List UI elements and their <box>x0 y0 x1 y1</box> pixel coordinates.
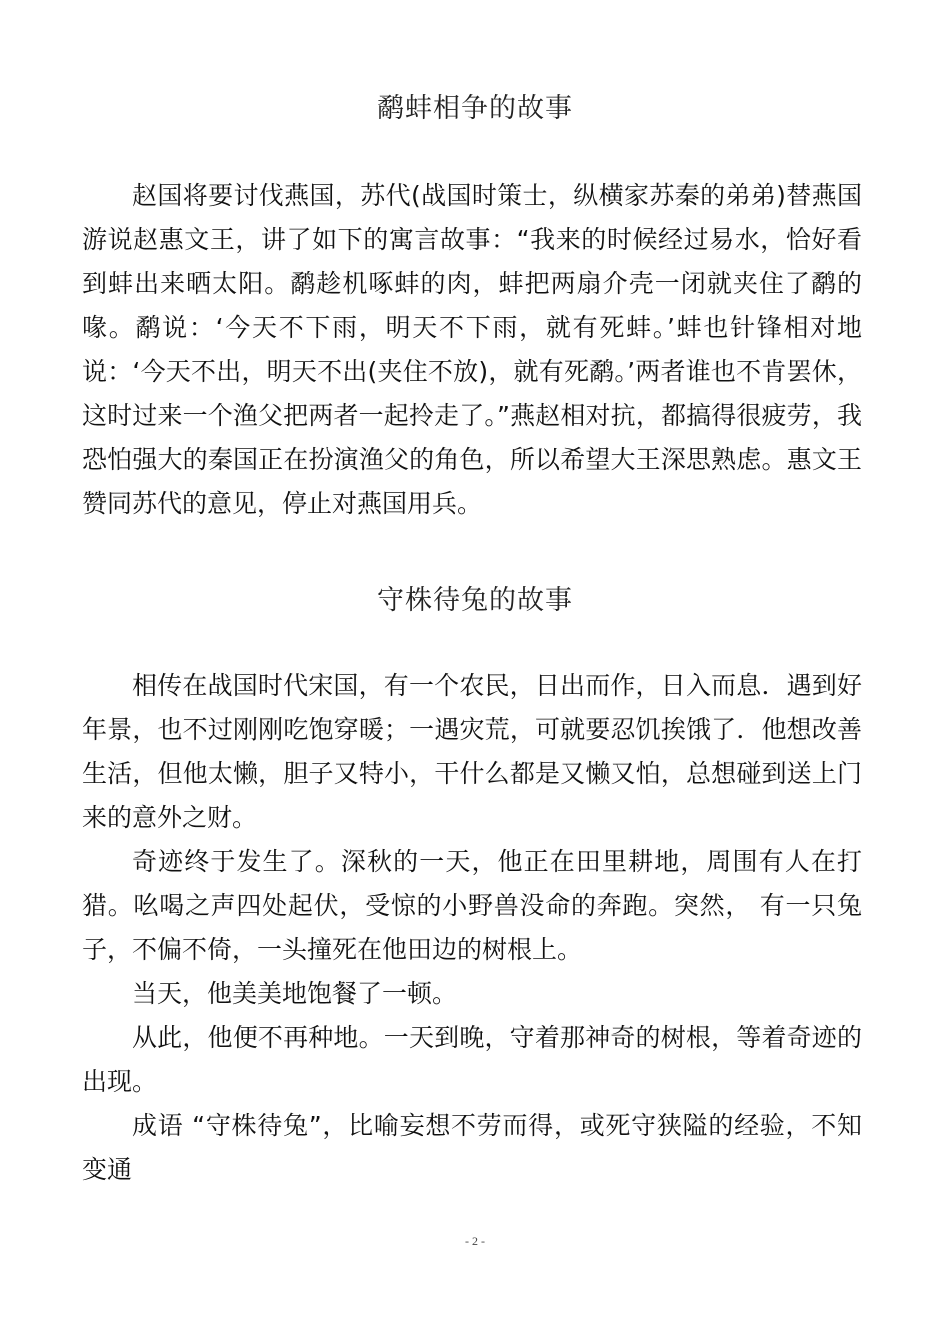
story-body-2 <box>82 664 862 1192</box>
page-number: - 2 - <box>465 1234 485 1248</box>
paragraph: 当天，他美美地饱餐了一顿。 <box>132 979 458 1008</box>
paragraph: 奇迹终于发生了。深秋的一天，他正在田里耕地，周围有人在打猎。吆喝之声四处起伏，受惊的小野兽没命的奔跑。突然， 有一只兔子，不偏不倚，一头撞死在他田边的树根上。 <box>82 847 862 964</box>
paragraph: 从此，他便不再种地。一天到晚，守着那神奇的树根，等着奇迹的出现。 <box>82 1023 862 1096</box>
paragraph: 成语 “守株待兔”，比喻妄想不劳而得，或死守狭隘的经验，不知变通 <box>82 1111 862 1184</box>
story-body-1 <box>82 174 862 526</box>
story-title-2: 守株待兔的故事 <box>377 585 573 616</box>
paragraph: 赵国将要讨伐燕国，苏代(战国时策士，纵横家苏秦的弟弟)替燕国游说赵惠文王，讲了如下的寓言故事：“我来的时候经过易水，恰好看到蚌出来晒太阳。鹬趁机啄蚌的肉，蚌把两扇介壳一闭就夹住了鹬的喙。鹬说：‘今天不下雨，明天不下雨，就有死蚌。’蚌也针锋相对地说：‘今天不出，明天不出(夹住不放)，就有死鹬。’两者谁也不肯罢休，这时过来一个渔父把两者一起拎走了。”燕赵相对抗，都搞得很疲劳，我恐怕强大的秦国正在扮演渔父的角色，所以希望大王深思熟虑。惠文王赞同苏代的意见，停止对燕国用兵。 <box>82 181 862 518</box>
story-title-1: 鹬蚌相争的故事 <box>377 93 573 124</box>
paragraph: 相传在战国时代宋国，有一个农民，日出而作，日入而息．遇到好年景，也不过刚刚吃饱穿暖；一遇灾荒，可就要忍饥挨饿了．他想改善生活，但他太懒，胆子又特小，干什么都是又懒又怕，总想碰到送上门来的意外之财。 <box>82 671 862 832</box>
